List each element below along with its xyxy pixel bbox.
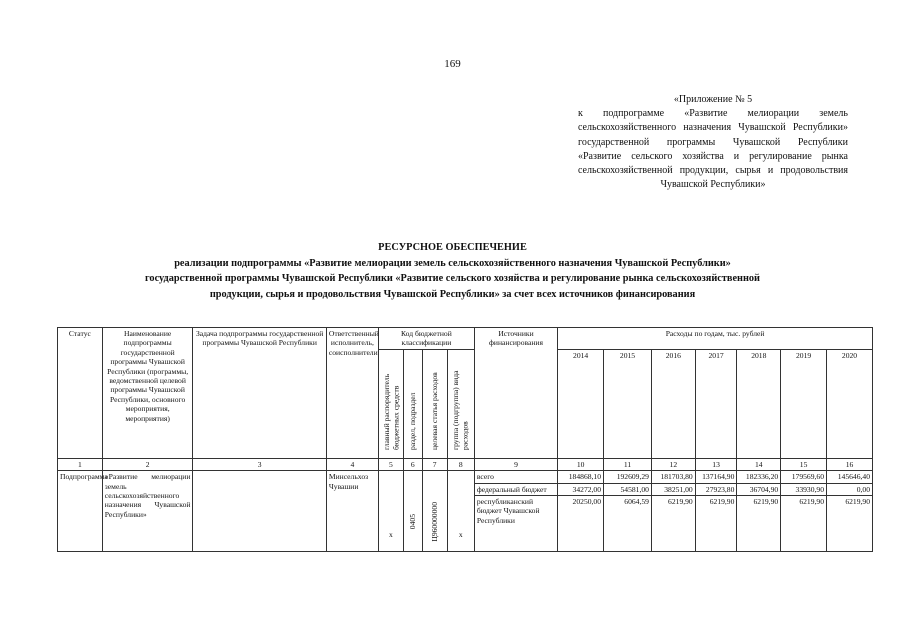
header-sources: Источники финансирования: [474, 328, 557, 459]
row-status: Подпрограмма: [58, 471, 103, 552]
column-number: 13: [695, 458, 737, 470]
row-executor: Минсельхоз Чувашии: [326, 471, 378, 552]
table-cell: 181703,80: [651, 471, 695, 483]
column-number: 15: [781, 458, 827, 470]
header-budget-code: Код бюджетной классификации: [378, 328, 474, 350]
column-number: 3: [193, 458, 326, 470]
appendix-note: [578, 93, 848, 192]
appendix-text: к подпрограмме «Развитие мелиорации земель сельскохозяйственного назначения Чувашской Республики» государственной программы Чувашской Республики «Развитие сельского хозяйства и регулирование рынка сельскохозяйственной продукции, сырья и продовольствия Чувашской Республики»: [578, 108, 848, 191]
row-name: «Развитие мелиорации земель сельскохозяйственного назначения Чувашской Республики»: [102, 471, 193, 552]
header-code-gr-text: главный распорядитель бюджетных средств: [381, 373, 400, 450]
header-code-cs: [422, 349, 447, 458]
code-gr-value: x: [378, 496, 403, 552]
table-cell: 38251,00: [651, 483, 695, 495]
header-task: Задача подпрограммы государственной программы Чувашской Республики: [193, 328, 326, 459]
table-cell: 6219,90: [781, 496, 827, 552]
row-task: [193, 471, 326, 552]
table-cell: 34272,00: [558, 483, 604, 495]
code-cs-cell: [422, 496, 447, 552]
column-number-row: [58, 458, 873, 470]
year-spacer: [604, 366, 652, 458]
table-cell: 6064,59: [604, 496, 652, 552]
table-cell: 184868,10: [558, 471, 604, 483]
source-label: федеральный бюджет: [474, 483, 557, 495]
table-cell: 179569,60: [781, 471, 827, 483]
code-cs-value: Ц960000000: [429, 502, 439, 542]
header-year-2014: 2014: [558, 349, 604, 366]
column-number: 9: [474, 458, 557, 470]
code-rz-spacer: [403, 471, 422, 483]
header-code-cs-text: целевая статья расходов: [429, 372, 439, 450]
table-cell: 192609,29: [604, 471, 652, 483]
code-cs-spacer: [422, 483, 447, 495]
column-number: 14: [737, 458, 781, 470]
heading-title: РЕСУРСНОЕ ОБЕСПЕЧЕНИЕ: [378, 242, 527, 253]
header-code-vr-text: группа (подгруппа) вида расходов: [451, 370, 470, 450]
heading-line-2: реализации подпрограммы «Развитие мелиорации земель сельскохозяйственного назначения Чувашской Республики»: [174, 257, 731, 269]
table-cell: 6219,90: [651, 496, 695, 552]
code-vr-value: x: [447, 496, 474, 552]
year-spacer: [827, 366, 873, 458]
column-number: 16: [827, 458, 873, 470]
resource-table: [57, 327, 873, 552]
header-status: Статус: [58, 328, 103, 459]
header-year-2016: 2016: [651, 349, 695, 366]
heading-line-4: продукции, сырья и продовольствия Чувашской Республики» за счет всех источников финансирования: [209, 288, 696, 300]
column-number: 2: [102, 458, 193, 470]
code-vr-spacer: [447, 483, 474, 495]
year-spacer: [695, 366, 737, 458]
code-cs-spacer: [422, 471, 447, 483]
header-year-2018: 2018: [737, 349, 781, 366]
table-cell: 54581,00: [604, 483, 652, 495]
column-number: 8: [447, 458, 474, 470]
appendix-title: «Приложение № 5: [673, 94, 753, 105]
column-number: 11: [604, 458, 652, 470]
header-code-vr: [447, 349, 474, 458]
header-expenses: Расходы по годам, тыс. рублей: [558, 328, 873, 350]
page-number: 169: [444, 58, 461, 70]
header-code-rz-text: раздел, подраздел: [408, 392, 418, 450]
table-cell: 182336,20: [737, 471, 781, 483]
column-number: 6: [403, 458, 422, 470]
column-number: 7: [422, 458, 447, 470]
code-rz-spacer: [403, 483, 422, 495]
code-gr-spacer: [378, 483, 403, 495]
table-cell: 6219,90: [737, 496, 781, 552]
header-code-rz: [403, 349, 422, 458]
table-cell: 0,00: [827, 483, 873, 495]
table-cell: 6219,90: [827, 496, 873, 552]
table-cell: 33930,90: [781, 483, 827, 495]
header-code-gr: [378, 349, 403, 458]
table-cell: 36704,90: [737, 483, 781, 495]
header-year-2017: 2017: [695, 349, 737, 366]
header-year-2020: 2020: [827, 349, 873, 366]
year-spacer: [737, 366, 781, 458]
header-year-2019: 2019: [781, 349, 827, 366]
header-year-2015: 2015: [604, 349, 652, 366]
header-name: Наименование подпрограммы государственной программы Чувашской Республики (программы, ведомственной целевой программы Чувашской Республики, основного мероприятия, мероприятия): [102, 328, 193, 459]
table-row: [58, 471, 873, 483]
table-cell: 20250,00: [558, 496, 604, 552]
column-number: 1: [58, 458, 103, 470]
column-number: 5: [378, 458, 403, 470]
header-executor: Ответственный исполнитель, соисполнители: [326, 328, 378, 459]
year-spacer: [781, 366, 827, 458]
year-spacer: [651, 366, 695, 458]
table-cell: 6219,90: [695, 496, 737, 552]
code-vr-spacer: [447, 471, 474, 483]
column-number: 4: [326, 458, 378, 470]
source-label: республиканский бюджет Чувашской Республики: [474, 496, 557, 552]
table-cell: 27923,80: [695, 483, 737, 495]
source-label: всего: [474, 471, 557, 483]
table-cell: 145646,40: [827, 471, 873, 483]
code-gr-spacer: [378, 471, 403, 483]
column-number: 12: [651, 458, 695, 470]
year-spacer: [558, 366, 604, 458]
code-rz-cell: [403, 496, 422, 552]
column-number: 10: [558, 458, 604, 470]
document-heading: [50, 240, 855, 302]
table-cell: 137164,90: [695, 471, 737, 483]
code-rz-value: 0405: [408, 514, 418, 530]
heading-line-3: государственной программы Чувашской Республики «Развитие сельского хозяйства и регулирование рынка сельскохозяйственной: [145, 273, 760, 284]
